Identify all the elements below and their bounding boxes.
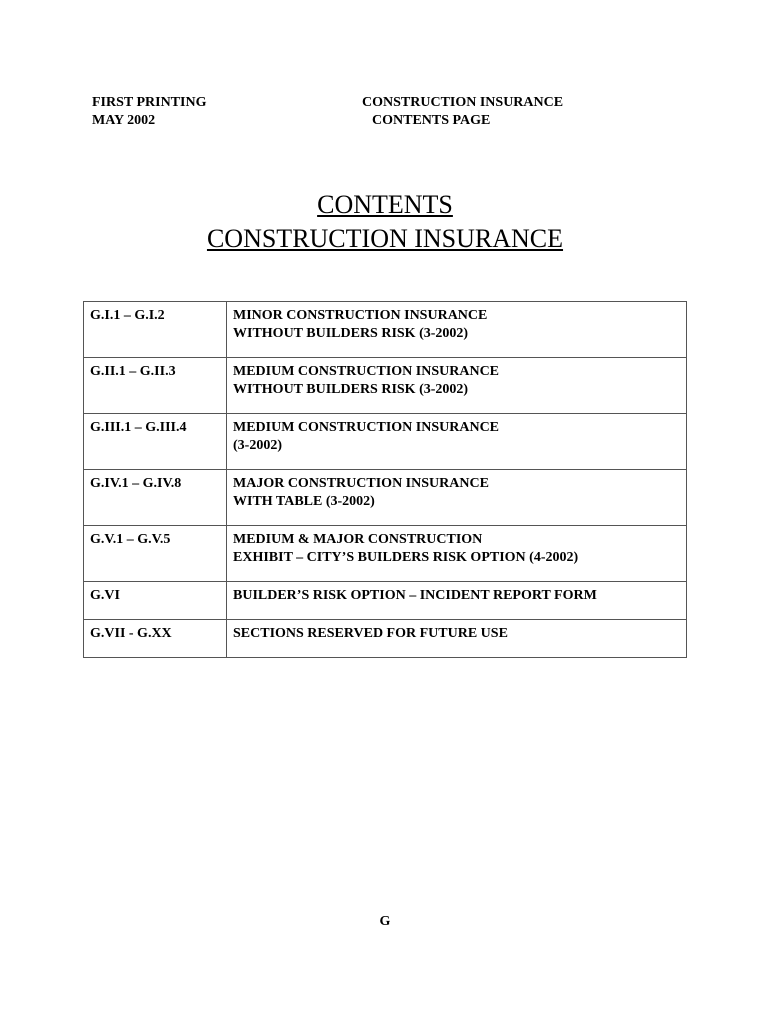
table-row <box>84 526 687 582</box>
page-footer-label: G <box>379 914 391 929</box>
table-row <box>84 358 687 414</box>
section-description <box>227 302 687 358</box>
section-description-line2: WITH TABLE (3-2002) <box>233 494 375 509</box>
section-description-line1: SECTIONS RESERVED FOR FUTURE USE <box>233 626 508 641</box>
table-row <box>84 620 687 658</box>
section-code: G.III.1 – G.III.4 <box>84 414 227 470</box>
page-title <box>0 188 770 256</box>
printing-date: MAY 2002 <box>92 113 156 128</box>
page-title-line1: CONTENTS <box>317 190 453 219</box>
section-description <box>227 620 687 658</box>
section-description-line1: MINOR CONSTRUCTION INSURANCE <box>233 308 488 323</box>
section-code: G.V.1 – G.V.5 <box>84 526 227 582</box>
section-description-line2: EXHIBIT – CITY’S BUILDERS RISK OPTION (4-2002) <box>233 550 579 565</box>
section-description-line1: MEDIUM CONSTRUCTION INSURANCE <box>233 420 500 435</box>
section-code: G.II.1 – G.II.3 <box>84 358 227 414</box>
section-description-line1: MAJOR CONSTRUCTION INSURANCE <box>233 476 489 491</box>
table-row <box>84 414 687 470</box>
section-description <box>227 358 687 414</box>
section-description-line2: WITHOUT BUILDERS RISK (3-2002) <box>233 326 469 341</box>
printing-label: FIRST PRINTING <box>92 95 207 110</box>
section-description <box>227 470 687 526</box>
page-title-line2: CONSTRUCTION INSURANCE <box>206 224 564 253</box>
section-description-line1: MEDIUM & MAJOR CONSTRUCTION <box>233 532 483 547</box>
table-row <box>84 470 687 526</box>
contents-table <box>83 301 687 658</box>
section-description <box>227 414 687 470</box>
section-code: G.VI <box>84 582 227 620</box>
table-row <box>84 582 687 620</box>
table-row <box>84 302 687 358</box>
section-code: G.I.1 – G.I.2 <box>84 302 227 358</box>
section-description <box>227 526 687 582</box>
document-page-title: CONTENTS PAGE <box>372 113 491 128</box>
header-right <box>362 94 563 130</box>
section-description-line1: MEDIUM CONSTRUCTION INSURANCE <box>233 364 500 379</box>
section-description <box>227 582 687 620</box>
document-section-title: CONSTRUCTION INSURANCE <box>362 95 564 110</box>
section-description-line1: BUILDER’S RISK OPTION – INCIDENT REPORT FORM <box>233 588 597 603</box>
section-description-line2: (3-2002) <box>233 438 282 453</box>
section-code: G.IV.1 – G.IV.8 <box>84 470 227 526</box>
header-left <box>92 94 207 130</box>
section-code: G.VII - G.XX <box>84 620 227 658</box>
section-description-line2: WITHOUT BUILDERS RISK (3-2002) <box>233 382 469 397</box>
